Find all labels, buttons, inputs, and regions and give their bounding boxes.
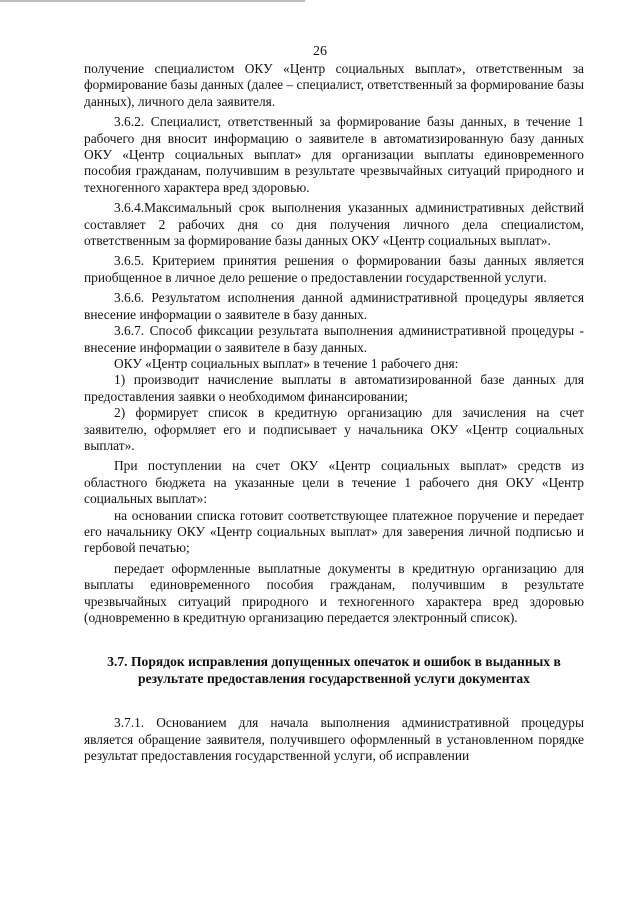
- paragraph-3-6-5: 3.6.5. Критерием принятия решения о формировании базы данных является приобщенное в личное дело решение о предоставлении государственной услуги.: [84, 253, 584, 285]
- paragraph-funds-receipt: При поступлении на счет ОКУ «Центр социальных выплат» средств из областного бюджета на указанные цели в течение 1 рабочего дня ОКУ «Центр социальных выплат»:: [84, 458, 584, 507]
- paragraph-3-6-2: 3.6.2. Специалист, ответственный за формирование базы данных, в течение 1 рабочего дня вносит информацию о заявителе в автоматизированную базу данных ОКУ «Центр социальных выплат» для организации выплаты единовременного пособия гражданам, получившим в результате чрезвычайных ситуаций природного и техногенного характера вред здоровью.: [84, 114, 584, 195]
- paragraph-continuation: получение специалистом ОКУ «Центр социальных выплат», ответственным за формирование базы данных (далее – специалист, ответственный за формирование базы данных), личного дела заявителя.: [84, 61, 584, 109]
- paragraph-3-6-6: 3.6.6. Результатом исполнения данной административной процедуры является внесение информации о заявителе в базу данных.: [84, 290, 584, 322]
- page-number: 26: [313, 44, 327, 59]
- paragraph-3-6-4: 3.6.4.Максимальный срок выполнения указанных административных действий составляет 2 рабочих дня со дня получения личного дела специалистом, ответственным за формирование базы данных ОКУ «Центр социальных выплат».: [84, 200, 584, 249]
- section-heading-3-7: 3.7. Порядок исправления допущенных опечаток и ошибок в выданных в результате предоставления государственной услуги документах: [107, 654, 561, 686]
- paragraph-payment-order: на основании списка готовит соответствующее платежное поручение и передает его начальнику ОКУ «Центр социальных выплат» для заверения личной подписью и гербовой печатью;: [84, 507, 584, 556]
- paragraph-oku-actions: ОКУ «Центр социальных выплат» в течение 1 рабочего дня:: [114, 355, 459, 371]
- list-item-2: 2) формирует список в кредитную организацию для зачисления на счет заявителю, оформляет его и подписывает у начальника ОКУ «Центр социальных выплат».: [84, 405, 584, 453]
- paragraph-3-6-7: 3.6.7. Способ фиксации результата выполнения административной процедуры - внесение информации о заявителе в базу данных.: [84, 323, 584, 355]
- top-divider: [0, 0, 305, 2]
- list-item-1: 1) производит начисление выплаты в автоматизированной базе данных для предоставления заявки о необходимом финансировании;: [84, 372, 584, 404]
- document-body: [84, 61, 584, 765]
- paragraph-transfer-documents: передает оформленные выплатные документы в кредитную организацию для выплаты единовременного пособия гражданам, получившим в результате чрезвычайных ситуаций природного и техногенного характера вред здоровью (одновременно в кредитную организацию передается электронный список).: [84, 560, 584, 625]
- paragraph-3-7-1: 3.7.1. Основанием для начала выполнения административной процедуры является обращение заявителя, получившего оформленный в установленном порядке результат предоставления государственной услуги, об исправлении: [84, 715, 584, 764]
